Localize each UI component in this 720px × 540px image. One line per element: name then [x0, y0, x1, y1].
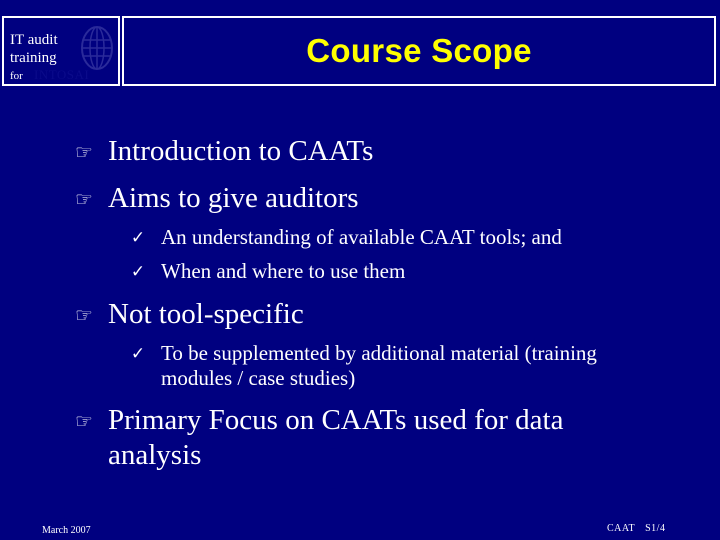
sub-bullet-supplemented-line2: modules / case studies) — [161, 366, 356, 390]
pointing-hand-icon: ☞ — [75, 411, 93, 433]
pointing-hand-icon: ☞ — [75, 189, 93, 211]
logo-for-word: INTOSAI — [34, 67, 90, 82]
sub-bullet-when-where: When and where to use them — [161, 259, 406, 283]
sub-bullet-supplemented-line1: To be supplemented by additional material (training — [161, 341, 597, 365]
bullet-primary-focus-line2: analysis — [108, 439, 202, 471]
slide-title: Course Scope — [306, 32, 532, 69]
footer-slide-number: S1/4 — [645, 523, 666, 534]
bullet-primary-focus-line1: Primary Focus on CAATs used for data — [108, 404, 564, 436]
logo-for-label: for — [10, 70, 23, 82]
check-mark-icon: ✓ — [130, 228, 146, 248]
pointing-hand-icon: ☞ — [75, 142, 93, 164]
logo-text-line1: IT audit — [10, 32, 58, 48]
check-mark-icon: ✓ — [130, 344, 146, 364]
footer-date: March 2007 — [42, 525, 91, 536]
footer-slide-code — [607, 523, 675, 535]
pointing-hand-icon: ☞ — [75, 305, 93, 327]
logo-text-line2: training — [10, 50, 57, 66]
bullet-not-tool-specific: Not tool-specific — [108, 298, 304, 330]
footer-course: CAAT — [607, 523, 636, 534]
bullet-introduction: Introduction to CAATs — [108, 135, 374, 167]
bullet-aims: Aims to give auditors — [108, 182, 359, 214]
check-mark-icon: ✓ — [130, 262, 146, 282]
sub-bullet-understanding: An understanding of available CAAT tools; and — [161, 225, 562, 249]
